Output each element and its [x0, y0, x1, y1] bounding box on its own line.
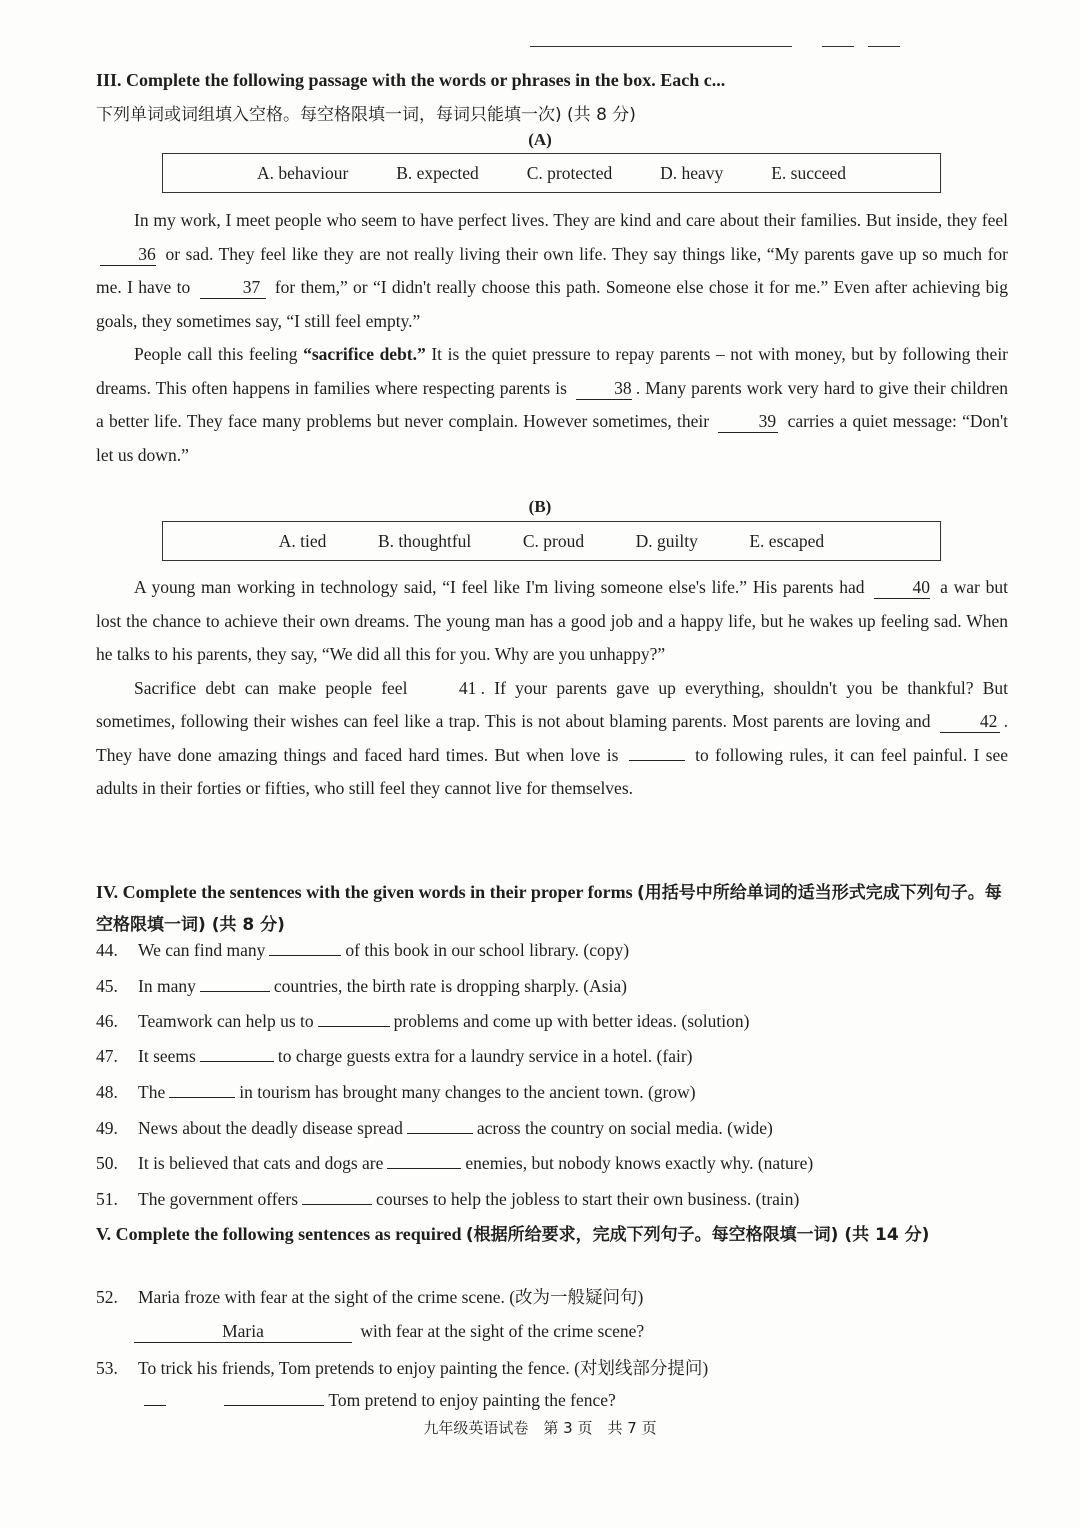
answer-blank[interactable]	[629, 760, 685, 761]
answer-blank[interactable]: 42	[940, 710, 1000, 733]
word-option: C. proud	[522, 530, 585, 551]
part-a-label: (A)	[528, 130, 552, 149]
header-rule-short	[822, 46, 854, 47]
word-option: A. behaviour	[256, 162, 349, 183]
answer-blank[interactable]: 39	[718, 410, 778, 433]
page-footer: 九年级英语试卷 第 3 页 共 7 页	[423, 1419, 657, 1437]
question-52: 52. Maria froze with fear at the sight of the crime scene. (改为一般疑问句)	[96, 1287, 644, 1307]
question-46: 46. Teamwork can help us to problems and come up with better ideas. (solution)	[96, 1011, 750, 1031]
section-5-heading	[96, 1219, 1008, 1251]
header-rule-short	[868, 46, 900, 47]
answer-blank[interactable]: 37	[200, 276, 266, 299]
answer-blank[interactable]	[200, 1061, 274, 1062]
answer-blank[interactable]	[169, 1097, 235, 1098]
passage-a	[96, 204, 1008, 472]
section-5-instruction: (根据所给要求，完成下列句子。每空格限填一词) (共 14 分)	[465, 1225, 930, 1245]
question-50: 50. It is believed that cats and dogs are enemies, but nobody knows exactly why. (nature)	[96, 1153, 814, 1173]
answer-blank[interactable]: 40	[874, 576, 930, 599]
word-option: E. escaped	[749, 530, 825, 551]
word-option: A. tied	[278, 530, 327, 551]
part-b-label: (B)	[528, 497, 552, 516]
word-box-b	[162, 521, 941, 561]
section-3-title: III. Complete the following passage with the words or phrases in the box. Each c...	[96, 70, 726, 90]
question-49: 49. News about the deadly disease spread across the country on social media. (wide)	[96, 1118, 773, 1138]
word-box-a	[162, 153, 941, 193]
answer-blank[interactable]	[302, 1204, 372, 1205]
section-3-instruction: 下列单词或词组填入空格。每空格限填一词，每词只能填一次) (共 8 分)	[96, 105, 636, 125]
word-option: D. guilty	[635, 530, 698, 551]
answer-blank[interactable]: 36	[100, 243, 156, 266]
question-53-answer: Tom pretend to enjoy painting the fence?	[144, 1390, 1056, 1411]
paragraph: Sacrifice debt can make people feel 41 . If your parents gave up everything, shouldn't you be thankful? But sometimes, following their wishes can feel like a trap. This is not about blaming parents. Most parents are loving and 42 . They have done amazing things and faced hard times. But when love is to following rules, it can feel painful. I see adults in their forties or fifties, who still feel they cannot live for themselves.	[96, 677, 1009, 798]
answer-blank[interactable]: 38	[576, 377, 632, 400]
section-5-title: V. Complete the following sentences as required	[96, 1224, 462, 1244]
word-option: E. succeed	[771, 162, 847, 183]
section-4-title: IV. Complete the sentences with the given words in their proper forms	[96, 882, 633, 902]
question-47: 47. It seems to charge guests extra for a laundry service in a hotel. (fair)	[96, 1046, 693, 1066]
question-45: 45. In many countries, the birth rate is dropping sharply. (Asia)	[96, 976, 627, 996]
word-option: D. heavy	[660, 162, 724, 183]
answer-blank[interactable]	[144, 1405, 166, 1406]
answer-blank[interactable]	[269, 955, 341, 956]
answer-blank[interactable]	[200, 991, 270, 992]
question-51: 51. The government offers courses to help the jobless to start their own business. (train)	[96, 1189, 800, 1209]
section-4-heading	[96, 877, 1008, 941]
paragraph: In my work, I meet people who seem to have perfect lives. They are kind and care about their families. But inside, they feel 36 or sad. They feel like they are not really living their own life. They say things like, “My parents gave up so much for me. I have to 37 for them,” or “I didn't really choose this path. Someone else chose it for me.” Even after achieving big goals, they sometimes say, “I still feel empty.”	[96, 210, 1009, 331]
word-option: C. protected	[526, 162, 613, 183]
answer-blank[interactable]	[318, 1026, 390, 1027]
answer-blank[interactable]	[224, 1405, 324, 1406]
answer-blank[interactable]	[407, 1133, 473, 1134]
header-rule	[530, 46, 792, 47]
answer-blank[interactable]: 41	[458, 677, 477, 698]
word-option: B. thoughtful	[377, 530, 472, 551]
answer-blank[interactable]: Maria	[134, 1320, 352, 1343]
paragraph: People call this feeling “sacrifice debt.” It is the quiet pressure to repay parents – not with money, but by following their dreams. This often happens in families where respecting parents is 38 . Many parents work very hard to give their children a better life. They face many problems but never complain. However sometimes, their 39 carries a quiet message: “Don't let us down.”	[96, 344, 1009, 465]
answer-blank[interactable]	[387, 1168, 461, 1169]
paragraph: A young man working in technology said, “I feel like I'm living someone else's life.” His parents had 40 a war but lost the chance to achieve their own dreams. The young man has a good job and a happy life, but he wakes up feeling sad. When he talks to his parents, they say, “We did all this for you. Why are you unhappy?”	[96, 577, 1008, 664]
question-52-answer: Maria with fear at the sight of the crime scene?	[134, 1320, 1046, 1343]
passage-b	[96, 571, 1008, 806]
question-53: 53. To trick his friends, Tom pretends to enjoy painting the fence. (对划线部分提问)	[96, 1358, 709, 1378]
word-option: B. expected	[396, 162, 479, 183]
question-48: 48. The in tourism has brought many changes to the ancient town. (grow)	[96, 1082, 696, 1102]
section-4-instruction: (用括号中所给单词的适当形式完成下列句子。每空格限填一词) (共 8 分)	[96, 883, 1002, 935]
question-44: 44. We can find many of this book in our school library. (copy)	[96, 940, 630, 960]
